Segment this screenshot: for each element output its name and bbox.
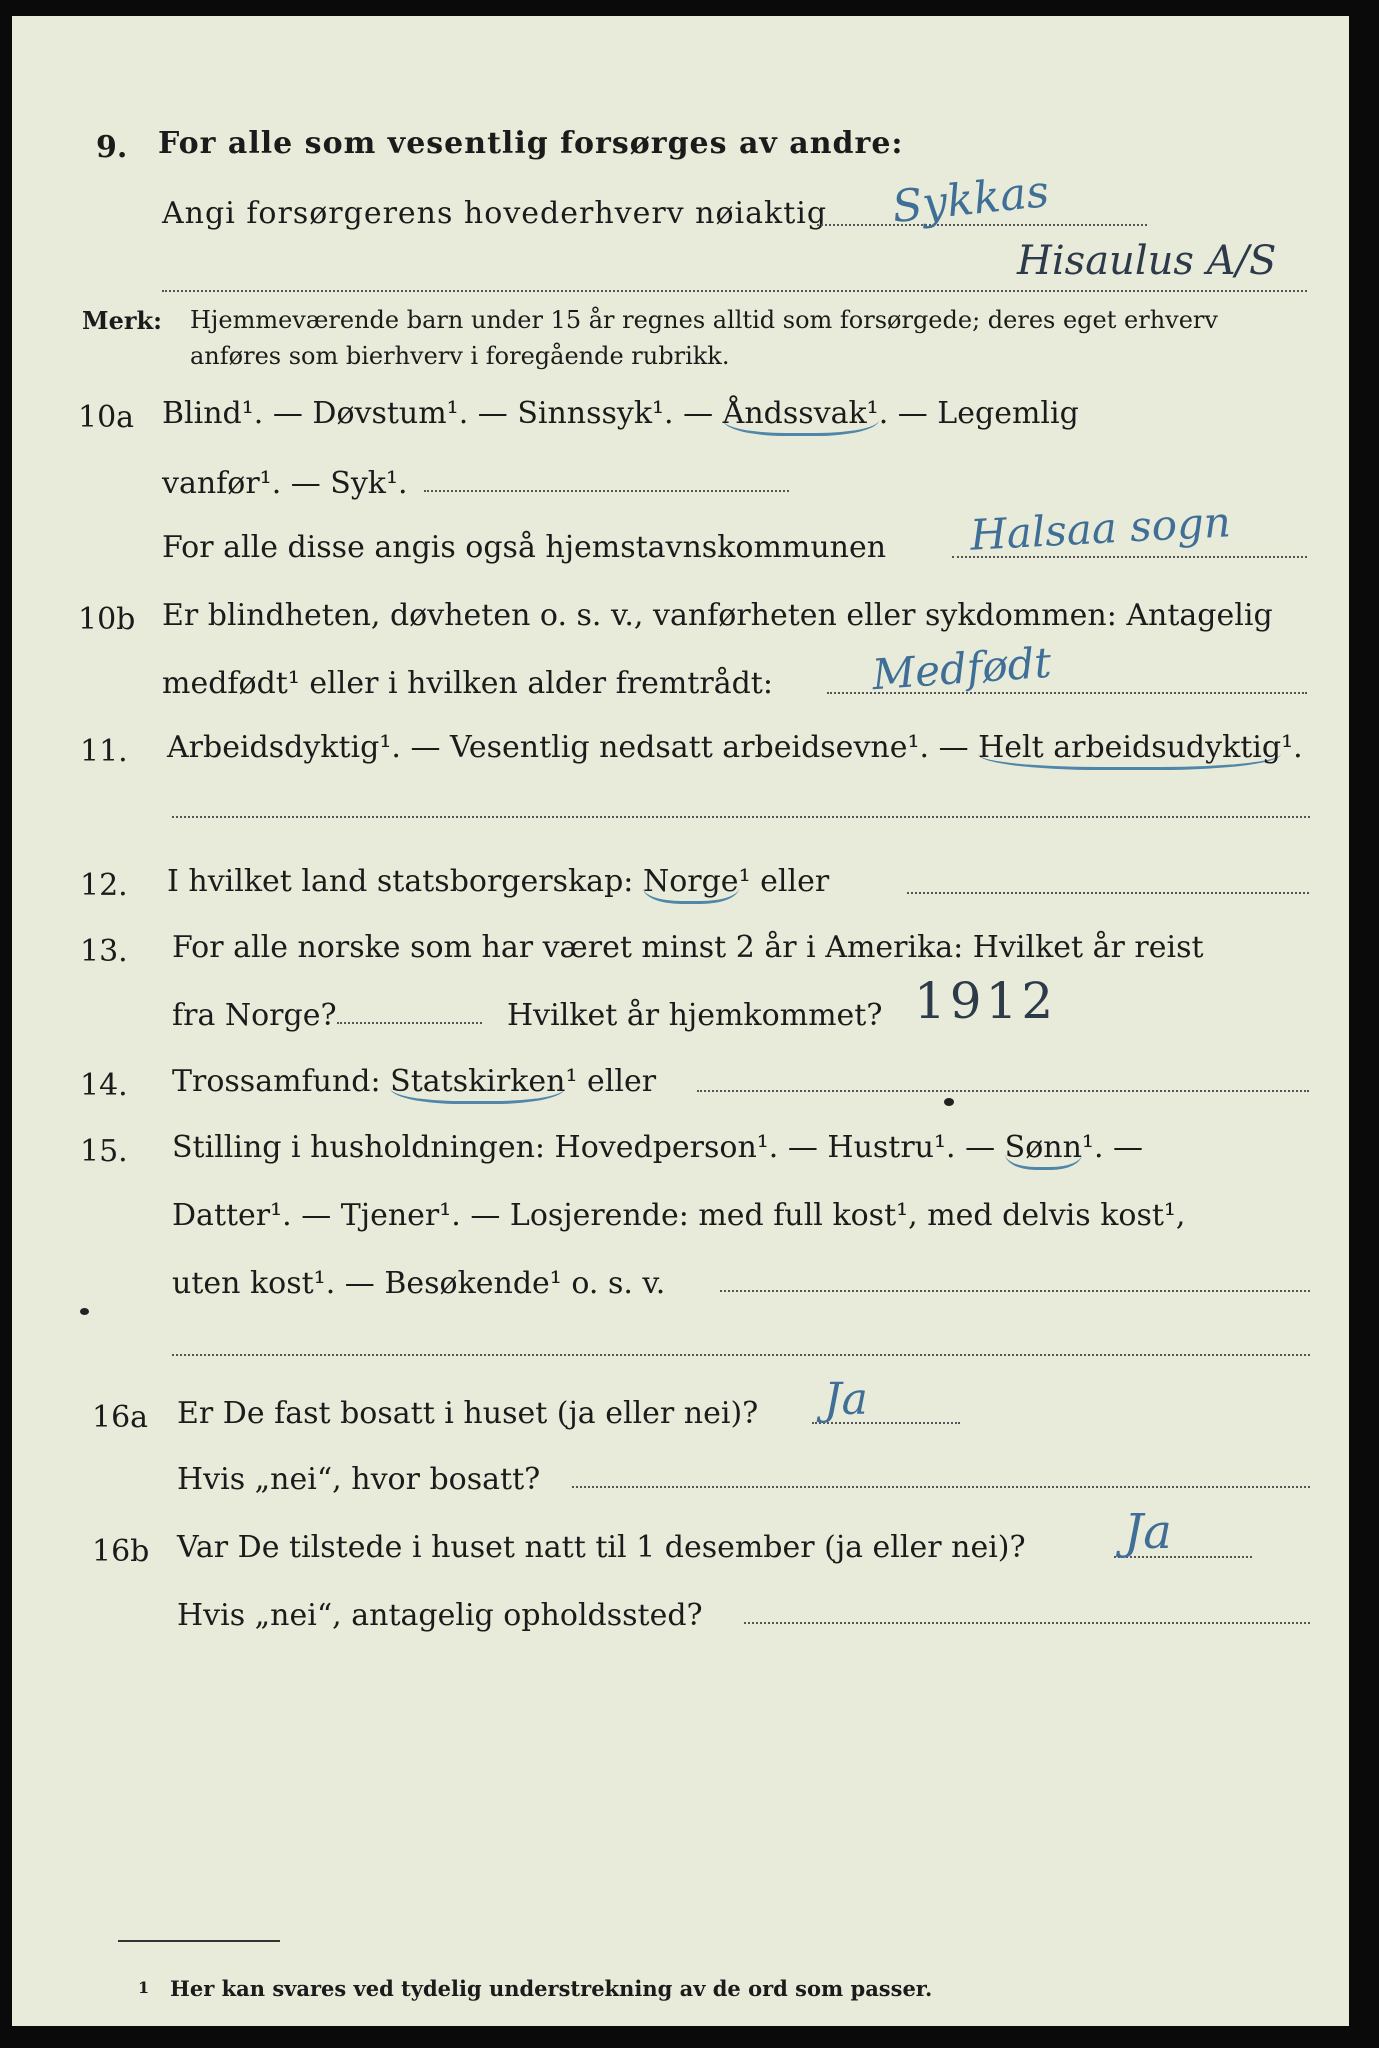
q9-second-line [162,290,1307,292]
q10a-handwritten-answer: Halsaa sogn [968,497,1232,560]
q13-line1: For alle norske som har været minst 2 år i Amerika: Hvilket år reist [172,930,1204,965]
q11-text: Arbeidsdyktig¹. — Vesentlig nedsatt arbeidsevne¹. — [167,730,969,765]
q15-sonn-underlined: Sønn [1005,1130,1082,1170]
q9-handwritten-answer1: Sykkas [889,165,1052,234]
footnote-mark: 1 [138,1978,150,1997]
q11-helt-underlined: Helt arbeidsudyktig [978,730,1281,770]
q12-text: I hvilket land statsborgerskap: [167,864,634,899]
q15-line3: uten kost¹. — Besøkende¹ o. s. v. [172,1266,666,1301]
q16a-handwritten-answer: Ja [824,1374,868,1425]
q13-line2b: Hvilket år hjemkommet? [507,998,883,1033]
q16a-line2: Hvis „nei“, hvor bosatt? [177,1462,541,1497]
q16b-handwritten-answer: Ja [1124,1504,1172,1560]
q14-number: 14. [80,1068,128,1103]
q15-line1 [172,1130,1143,1165]
q13-number: 13. [80,934,128,969]
q9-number: 9. [96,130,128,165]
ink-spot [944,1098,954,1106]
q16b-line2: Hvis „nei“, antagelig opholdssted? [177,1598,703,1633]
q10a-legemlig-text: . — Legemlig [878,396,1079,431]
q15-number: 15. [80,1134,128,1169]
q10a-number: 10a [78,400,135,435]
q10b-line2: medfødt¹ eller i hvilken alder fremtrådt: [162,666,773,701]
q14-line [172,1064,656,1099]
q10a-line2: vanfør¹. — Syk¹. [162,466,408,501]
q9-line1: For alle som vesentlig forsørges av andre: [158,126,904,161]
q12-line [167,864,829,899]
q16b-opholdssted-line [744,1622,1310,1624]
q15-line1-text: Stilling i husholdningen: Hovedperson¹. — Hustru¹. — [172,1130,996,1165]
q10a-blind-text: Blind¹. — Døvstum¹. — Sinnssyk¹. — [162,396,714,431]
q14-eller: ¹ eller [565,1064,657,1099]
q15-line2: Datter¹. — Tjener¹. — Losjerende: med full kost¹, med delvis kost¹, [172,1198,1186,1233]
q10a-line3: For alle disse angis også hjemstavnskommunen [162,530,887,565]
q15-second-line [172,1354,1310,1356]
q13-line2a: fra Norge? [172,998,337,1033]
merk-label: Merk: [82,306,162,335]
q10b-number: 10b [78,602,136,637]
q12-eller: ¹ eller [738,864,830,899]
q15-answer-line [720,1290,1310,1292]
q13-handwritten-answer: 1912 [914,972,1058,1030]
q11-sup: ¹. [1281,730,1303,765]
q9-answer-line [817,224,1147,226]
q10a-syk-line [424,490,789,492]
merk-text1: Hjemmeværende barn under 15 år regnes alltid som forsørgede; deres eget erhverv [190,306,1218,334]
census-form-page [12,16,1349,2026]
q16a-number: 16a [92,1400,149,1435]
q13-reist-line [337,1022,482,1024]
q16a-bosatt-line [572,1486,1310,1488]
footnote-text: Her kan svares ved tydelig understrekning av de ord som passer. [170,1976,933,2001]
q12-norge-underlined: Norge [643,864,739,904]
q14-answer-line [697,1090,1309,1092]
q10a-line1 [162,396,1312,431]
q16b-number: 16b [92,1534,150,1569]
q14-statskirken-underlined: Statskirken [390,1064,565,1104]
q9-handwritten-answer2: Hisaulus A/S [1017,238,1277,284]
margin-dot [80,1308,89,1315]
q10b-line1: Er blindheten, døvheten o. s. v., vanførheten eller sykdommen: Antagelig [162,598,1273,633]
q11-line [167,730,1303,765]
q10b-handwritten-answer: Medfødt [870,637,1053,700]
q16a-line1: Er De fast bosatt i huset (ja eller nei)? [177,1396,759,1431]
q11-number: 11. [80,734,128,769]
q11-second-line [172,816,1310,818]
merk-text2: anføres som bierhverv i foregående rubrikk. [190,342,730,370]
q14-text: Trossamfund: [172,1064,381,1099]
footnote-rule [118,1940,280,1942]
q12-answer-line [907,892,1309,894]
q10a-andssvak-underlined: Åndssvak¹ [723,396,879,436]
q9-line2: Angi forsørgerens hovederhverv nøiaktig [162,196,828,231]
q12-number: 12. [80,868,128,903]
q16b-line1: Var De tilstede i huset natt til 1 desember (ja eller nei)? [177,1530,1026,1565]
q15-line1-end: ¹. — [1081,1130,1144,1165]
